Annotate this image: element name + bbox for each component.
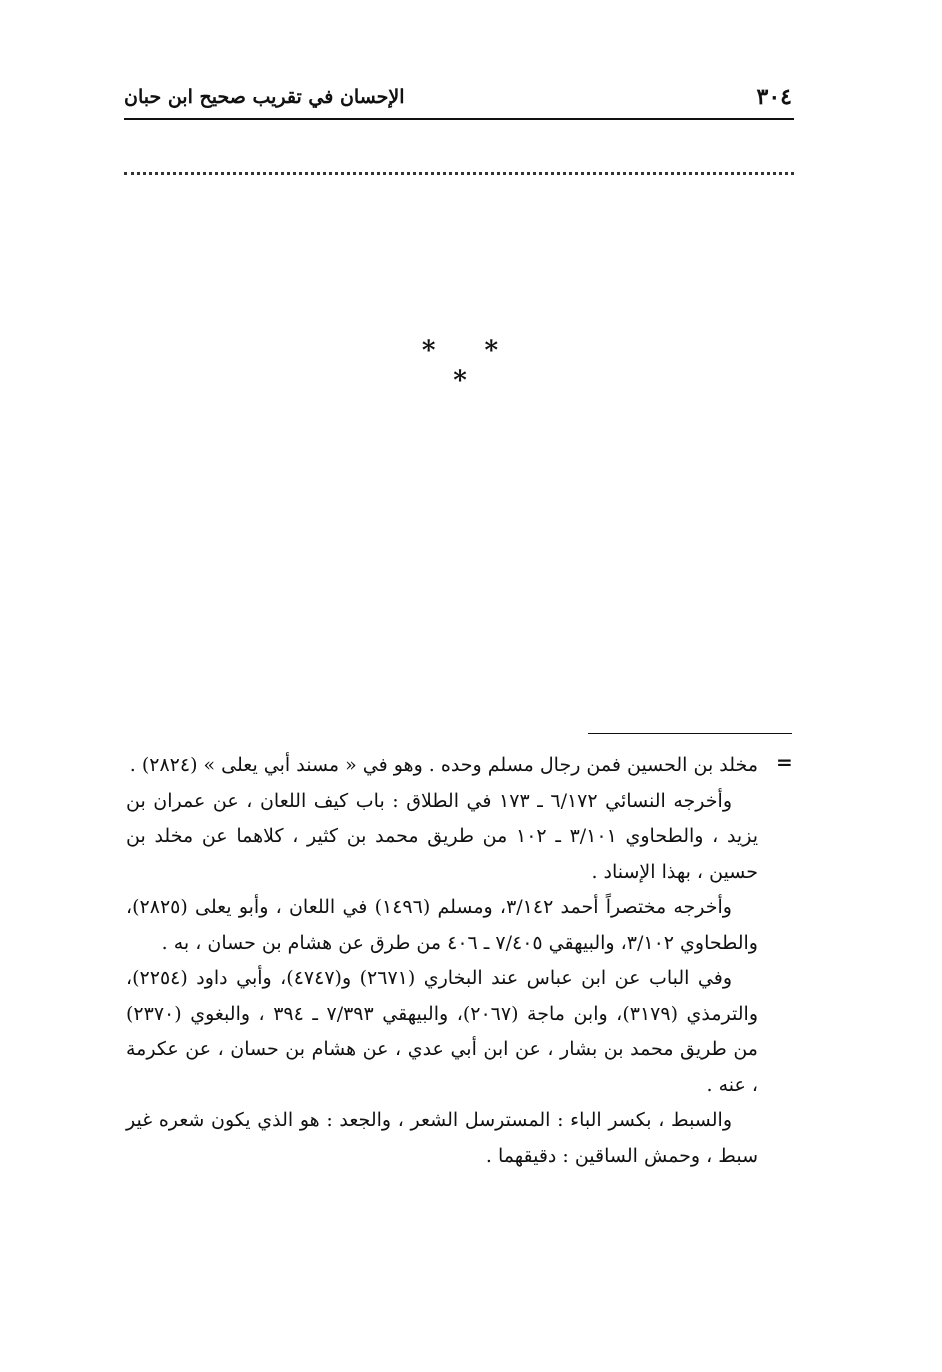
footnote-paragraph: مخلد بن الحسين فمن رجال مسلم وحده . وهو في « مسند أبي يعلى » (٢٨٢٤) . (129, 754, 758, 776)
footnote-paragraph: وأخرجه النسائي ٦/١٧٢ ـ ١٧٣ في الطلاق : باب كيف اللعان ، عن عمران بن يزيد ، والطحاوي ٣/١٠١ ـ ١٠٢ من طريق محمد بن كثير ، كلاهما عن مخلد بن حسين ، بهذا الإسناد . (126, 789, 758, 883)
footnote-rule (588, 733, 792, 734)
section-separator-stars: * * * (421, 336, 519, 396)
page-number: ٣٠٤ (756, 84, 792, 110)
footnote-paragraph: وأخرجه مختصراً أحمد ٣/١٤٢، ومسلم (١٤٩٦) في اللعان ، وأبو يعلى (٢٨٢٥)، والطحاوي ٣/١٠٢، والبيهقي ٧/٤٠٥ ـ ٤٠٦ من طرق عن هشام بن حسان ، به . (126, 896, 758, 954)
page-header (124, 82, 794, 118)
running-title: الإحسان في تقريب صحيح ابن حبان (124, 86, 405, 108)
footnote-continuation-mark: = (776, 750, 793, 774)
footnote-paragraph: والسبط ، بكسر الباء : المسترسل الشعر ، والجعد : هو الذي يكون شعره غير سبط ، وحمش الساقين : دقيقهما . (126, 1109, 758, 1167)
header-rule (124, 118, 794, 120)
footnote-paragraph: وفي الباب عن ابن عباس عند البخاري (٢٦٧١) و(٤٧٤٧)، وأبي داود (٢٢٥٤)، والترمذي (٣١٧٩)، وابن ماجة (٢٠٦٧)، والبيهقي ٧/٣٩٣ ـ ٣٩٤ ، والبغوي (٢٣٧٠) من طريق محمد بن بشار ، عن ابن أبي عدي ، عن هشام بن حسان ، عن عكرمة ، عنه . (126, 967, 758, 1096)
footnotes (126, 748, 758, 1174)
dotted-separator (124, 172, 794, 175)
